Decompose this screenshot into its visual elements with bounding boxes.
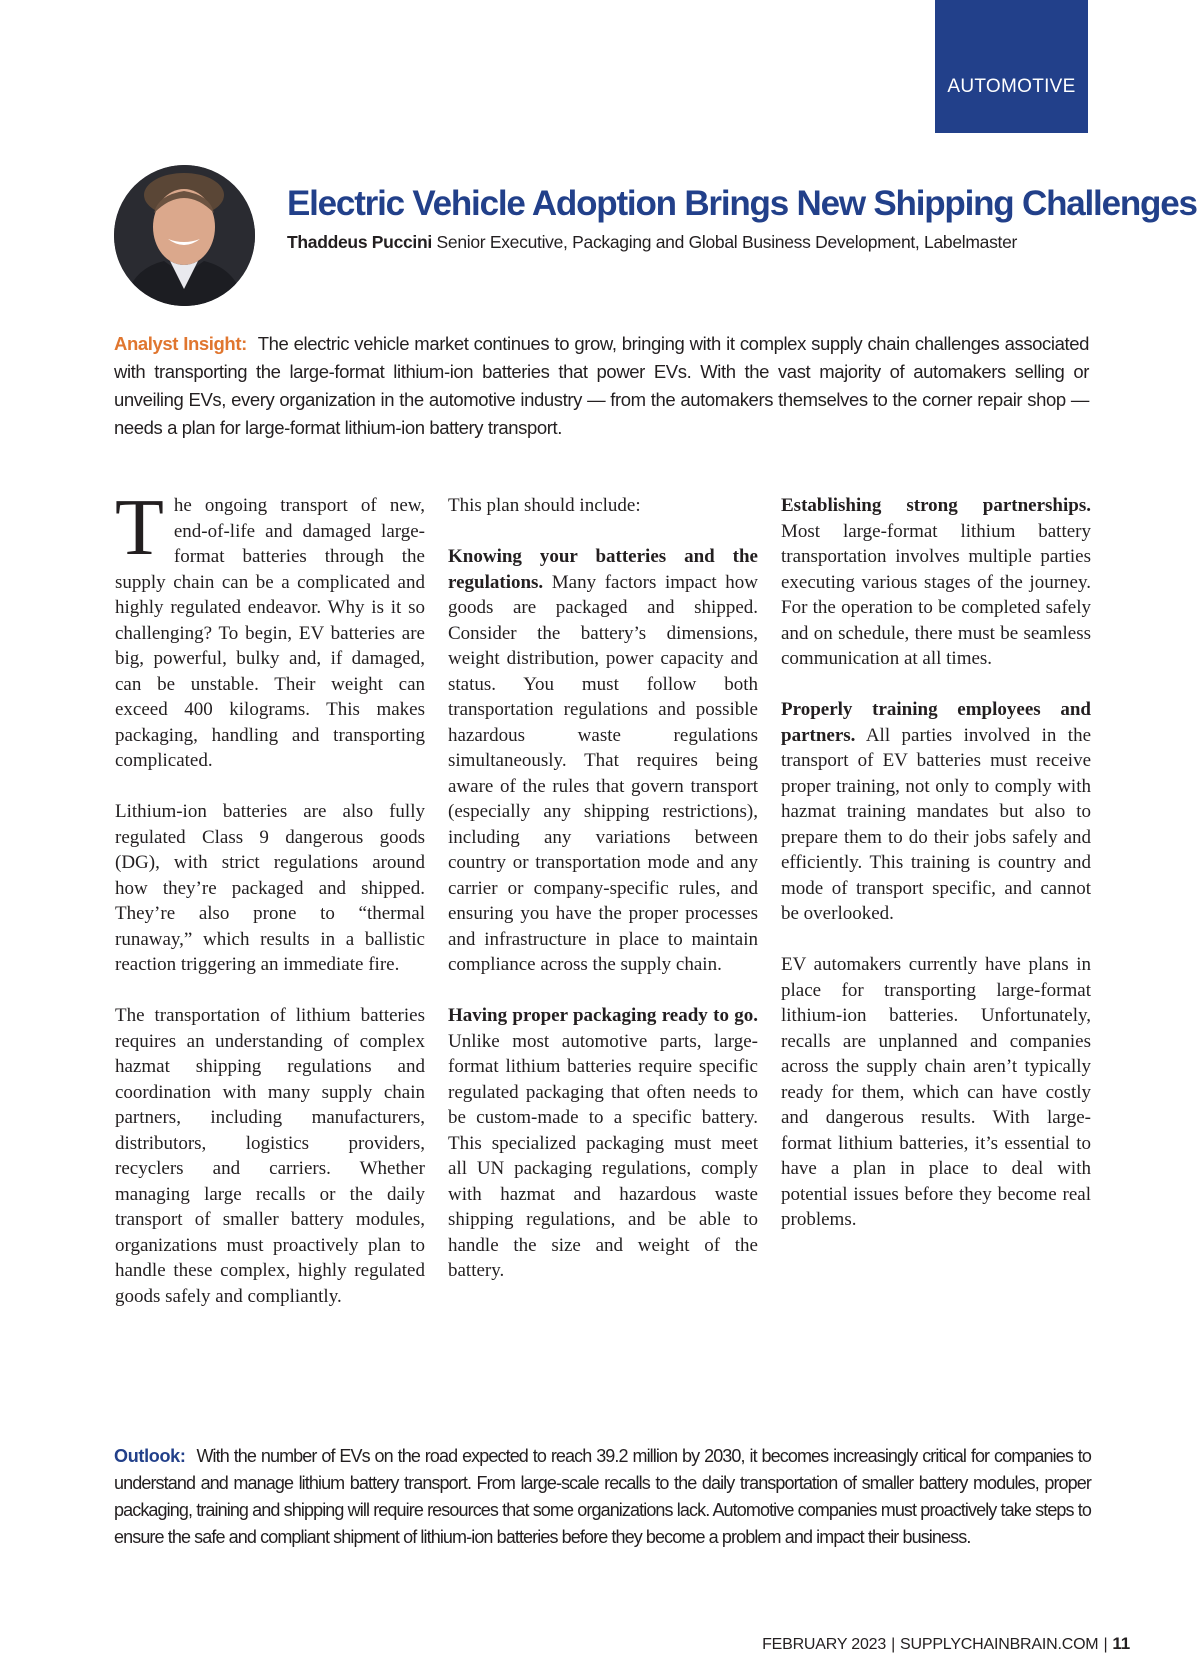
subheading: Establishing strong partnerships. — [781, 495, 1091, 516]
body-column-3 — [781, 493, 1091, 1258]
issue-date: FEBRUARY 2023 — [762, 1636, 887, 1653]
paragraph-text: he ongoing transport of new, end-of-life and damaged large-format batteries through the supply chain can be a complicated and highly regulated endeavor. Why is it so challenging? To begin, EV batteries are big, powerful, bulky and, if damaged, can be unstable. Their weight can exceed 400 kilograms. This makes packaging, handling and transporting complicated. — [115, 495, 425, 771]
body-column-2 — [448, 493, 758, 1309]
section-tab-label: AUTOMOTIVE — [947, 76, 1076, 97]
outlook-text: With the number of EVs on the road expected to reach 39.2 million by 2030, it becomes increasingly critical for companies to understand and manage lithium battery transport. From large-scale recalls to the daily transportation of smaller battery modules, proper packaging, training and shipping will require resources that some organizations lack. Automotive companies must proactively take steps to ensure the safe and compliant shipment of lithium-ion batteries before they become a problem and impact their business. — [114, 1446, 1091, 1547]
paragraph — [781, 697, 1091, 927]
paragraph — [448, 544, 758, 978]
paragraph-text: Many factors impact how goods are packaged and shipped. Consider the battery’s dimensions, weight distribution, power capacity and status. You must follow both transportation regulations and possible hazardous waste regulations simultaneously. That requires being aware of the rules that govern transport (especially any shipping restrictions), including any variations between country or transportation mode and any carrier or company-specific rules, and ensuring you have the proper processes and infrastructure in place to maintain compliance across the supply chain. — [448, 571, 758, 975]
analyst-insight-label: Analyst Insight: — [114, 333, 247, 354]
subheading: Knowing your batteries and the regulations. — [448, 546, 758, 593]
subheading: Properly training employees and partners. — [781, 699, 1091, 746]
footer-separator: | — [1103, 1636, 1108, 1653]
paragraph: This plan should include: — [448, 495, 641, 516]
paragraph: EV automakers currently have plans in place for transporting large-format lithium-ion batteries. Unfortunately, recalls are unplanned and companies across the supply chain aren’t typically ready for them, which can have costly and dangerous results. With large-format lithium batteries, it’s essential to have a plan in place to deal with potential issues before they become real problems. — [781, 954, 1091, 1230]
byline — [287, 232, 1087, 253]
site-name: SUPPLYCHAINBRAIN.COM — [900, 1636, 1099, 1653]
body-column-1 — [115, 484, 425, 1335]
analyst-insight-text: The electric vehicle market continues to grow, bringing with it complex supply chain challenges associated with transporting the large-format lithium-ion batteries that power EVs. With the vast majority of automakers selling or unveiling EVs, every organization in the automotive industry — from the automakers themselves to the corner repair shop — needs a plan for large-format lithium-ion battery transport. — [114, 333, 1090, 438]
outlook-label: Outlook: — [114, 1446, 186, 1466]
author-photo — [114, 165, 255, 306]
paragraph: The transportation of lithium batteries requires an understanding of complex hazmat shipping regulations and coordination with many supply chain partners, including manufacturers, distributors, logistics providers, recyclers and carriers. Whether managing large recalls or the daily transport of smaller battery modules, organizations must proactively plan to handle these complex, highly regulated goods safely and compliantly. — [115, 1005, 425, 1307]
subheading: Having proper packaging ready to go. — [448, 1005, 758, 1026]
author-name: Thaddeus Puccini — [287, 232, 432, 252]
paragraph — [115, 484, 425, 774]
page-number: 11 — [1112, 1634, 1130, 1653]
paragraph — [781, 493, 1091, 672]
page-footer — [762, 1634, 1130, 1654]
paragraph: Lithium-ion batteries are also fully regulated Class 9 dangerous goods (DG), with strict regulations around how they’re packaged and shipped. They’re also prone to “thermal runaway,” which results in a ballistic reaction triggering an immediate fire. — [115, 801, 425, 975]
paragraph-text: Most large-format lithium battery transportation involves multiple parties executing various stages of the journey. For the operation to be completed safely and on schedule, there must be seamless communication at all times. — [781, 520, 1091, 669]
author-role: Senior Executive, Packaging and Global Business Development, Labelmaster — [436, 232, 1018, 252]
author-portrait-icon — [114, 165, 255, 306]
footer-separator: | — [891, 1636, 896, 1653]
section-tab — [935, 0, 1088, 133]
analyst-insight — [114, 330, 1089, 442]
paragraph-text: Unlike most automotive parts, large-format lithium batteries require specific regulated packaging that often needs to be custom-made to a specific battery. This specialized packaging must meet all UN packaging regulations, comply with hazmat and hazardous waste shipping regulations, and be able to handle the size and weight of the battery. — [448, 1030, 758, 1281]
article-title: Electric Vehicle Adoption Brings New Shipping Challenges — [287, 184, 1197, 223]
paragraph-text: All parties involved in the transport of EV batteries must receive proper training, not only to comply with hazmat training mandates but also to prepare them to do their jobs safely and efficiently. This training is country and mode of transport specific, and cannot be overlooked. — [781, 724, 1092, 924]
paragraph — [448, 1003, 758, 1284]
drop-cap: T — [115, 484, 164, 572]
outlook — [114, 1443, 1091, 1551]
